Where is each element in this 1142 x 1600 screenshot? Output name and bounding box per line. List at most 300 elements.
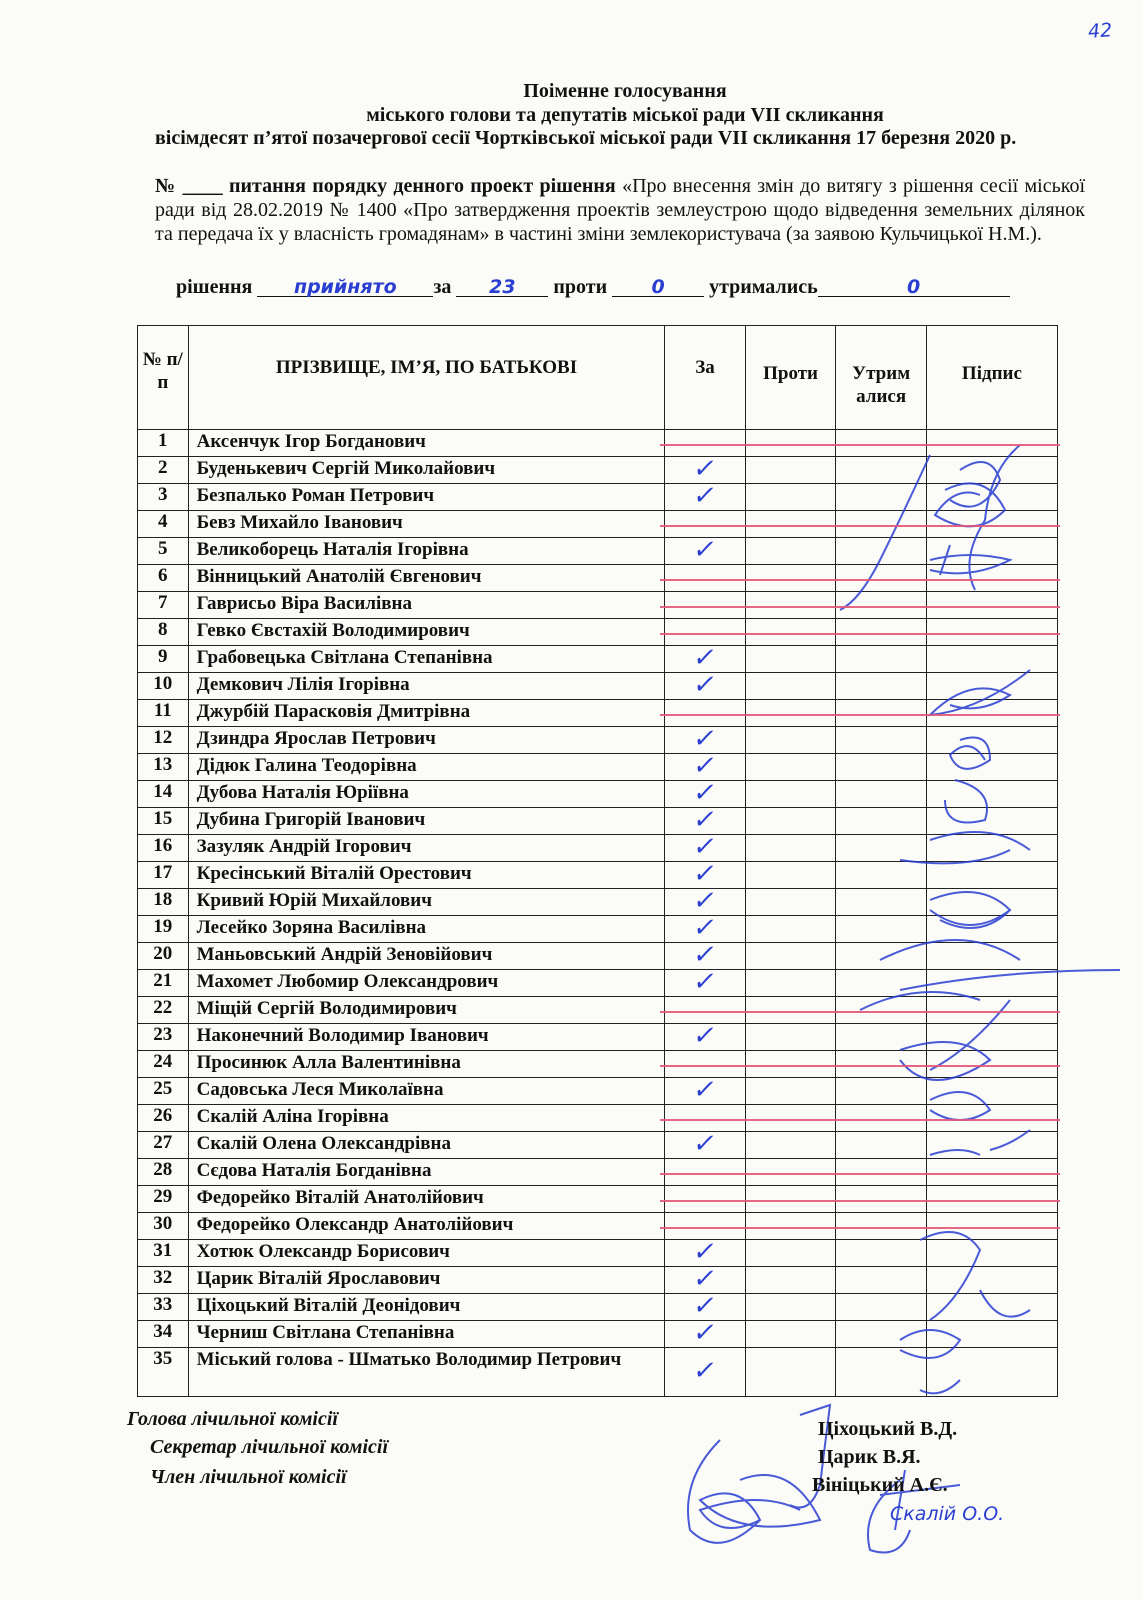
table-row xyxy=(138,1186,1058,1213)
vote-abstained-cell xyxy=(836,1159,926,1186)
row-number: 28 xyxy=(138,1159,189,1186)
checkmark-icon: ✓ xyxy=(690,1074,720,1105)
vote-abstained-cell xyxy=(836,592,926,619)
row-number: 30 xyxy=(138,1213,189,1240)
checkmark-icon: ✓ xyxy=(690,939,720,970)
table-row xyxy=(138,1078,1058,1105)
header-number: № п/п xyxy=(138,326,189,430)
row-name: Великоборець Наталія Ігорівна xyxy=(188,538,665,565)
vote-for-cell xyxy=(665,1128,745,1159)
document-title: Поіменне голосування xyxy=(523,80,727,102)
row-number: 33 xyxy=(138,1294,189,1321)
chair-label: Голова лічильної комісії xyxy=(127,1408,338,1430)
vote-abstained-cell xyxy=(836,457,926,484)
for-count: 23 xyxy=(489,276,516,298)
vote-against-cell xyxy=(745,457,836,484)
vote-against-cell xyxy=(745,592,836,619)
table-row xyxy=(138,457,1058,484)
signature-cell xyxy=(926,538,1057,565)
row-name: Дідюк Галина Теодорівна xyxy=(188,754,665,781)
vote-for-cell xyxy=(665,1074,745,1105)
table-row xyxy=(138,889,1058,916)
row-name: Демкович Лілія Ігорівна xyxy=(188,673,665,700)
row-number: 31 xyxy=(138,1240,189,1267)
row-name: Федорейко Олександр Анатолійович xyxy=(188,1213,665,1240)
vote-for-cell xyxy=(665,750,745,781)
vote-against-cell xyxy=(745,538,836,565)
signature-cell xyxy=(926,1294,1057,1321)
vote-against-cell xyxy=(745,646,836,673)
abstained-label: утримались xyxy=(709,276,818,298)
vote-for-cell xyxy=(665,1317,745,1348)
vote-abstained-cell xyxy=(836,943,926,970)
vote-for-cell xyxy=(665,700,745,727)
secretary-name: Царик В.Я. xyxy=(818,1446,921,1468)
signature-cell xyxy=(926,673,1057,700)
strike-line xyxy=(660,1011,1060,1013)
signature-cell xyxy=(926,1240,1057,1267)
vote-against-cell xyxy=(745,754,836,781)
row-name: Дзиндра Ярослав Петрович xyxy=(188,727,665,754)
signature-cell xyxy=(926,1267,1057,1294)
header-for: За xyxy=(665,326,745,430)
vote-against-cell xyxy=(745,1294,836,1321)
signature-scribble xyxy=(700,1500,800,1528)
signature-cell xyxy=(926,754,1057,781)
vote-abstained-cell xyxy=(836,754,926,781)
abstained-count: 0 xyxy=(907,276,921,298)
vote-for-cell xyxy=(665,1186,745,1213)
signature-cell xyxy=(926,1321,1057,1348)
row-name: Черниш Світлана Степанівна xyxy=(188,1321,665,1348)
strike-line xyxy=(660,525,1060,527)
vote-abstained-cell xyxy=(836,970,926,997)
checkmark-icon: ✓ xyxy=(690,1290,720,1321)
table-row xyxy=(138,1321,1058,1348)
row-name: Безпалько Роман Петрович xyxy=(188,484,665,511)
checkmark-icon: ✓ xyxy=(690,1317,720,1348)
table-row xyxy=(138,1240,1058,1267)
vote-abstained-cell xyxy=(836,781,926,808)
strike-line xyxy=(660,444,1060,446)
row-name: Міщій Сергій Володимирович xyxy=(188,997,665,1024)
vote-for-cell xyxy=(665,480,745,511)
signature-cell xyxy=(926,808,1057,835)
vote-abstained-cell xyxy=(836,1105,926,1132)
strike-line xyxy=(660,633,1060,635)
checkmark-icon: ✓ xyxy=(690,669,720,700)
signature-cell xyxy=(926,889,1057,916)
vote-against-cell xyxy=(745,1078,836,1105)
row-number: 27 xyxy=(138,1132,189,1159)
vote-against-cell xyxy=(745,808,836,835)
table-row xyxy=(138,1294,1058,1321)
vote-against-cell xyxy=(745,916,836,943)
vote-for-cell xyxy=(665,777,745,808)
vote-against-cell xyxy=(745,1348,836,1397)
table-row xyxy=(138,970,1058,997)
decision-label: рішення xyxy=(176,276,253,298)
checkmark-icon: ✓ xyxy=(690,1020,720,1051)
row-name: Джурбій Парасковія Дмитрівна xyxy=(188,700,665,727)
vote-for-cell xyxy=(665,804,745,835)
vote-abstained-cell xyxy=(836,727,926,754)
signature-cell xyxy=(926,970,1057,997)
table-row xyxy=(138,673,1058,700)
row-name: Кривий Юрій Михайлович xyxy=(188,889,665,916)
signature-cell xyxy=(926,511,1057,538)
table-row xyxy=(138,1024,1058,1051)
vote-abstained-cell xyxy=(836,1348,926,1397)
strike-line xyxy=(660,1173,1060,1175)
checkmark-icon: ✓ xyxy=(690,642,720,673)
row-name: Вінницький Анатолій Євгенович xyxy=(188,565,665,592)
against-label: проти xyxy=(553,276,608,298)
vote-abstained-cell xyxy=(836,1132,926,1159)
signature-cell xyxy=(926,835,1057,862)
signature-cell xyxy=(926,1105,1057,1132)
row-number: 2 xyxy=(138,457,189,484)
page-number: 42 xyxy=(1087,19,1113,43)
vote-for-cell xyxy=(665,1348,745,1397)
vote-abstained-cell xyxy=(836,997,926,1024)
signature-cell xyxy=(926,943,1057,970)
vote-against-cell xyxy=(745,619,836,646)
row-number: 20 xyxy=(138,943,189,970)
table-row xyxy=(138,1267,1058,1294)
row-number: 29 xyxy=(138,1186,189,1213)
strike-line xyxy=(660,606,1060,608)
row-number: 14 xyxy=(138,781,189,808)
table-row xyxy=(138,754,1058,781)
row-name: Маньовський Андрій Зеновійович xyxy=(188,943,665,970)
table-row xyxy=(138,1159,1058,1186)
table-row xyxy=(138,781,1058,808)
vote-abstained-cell xyxy=(836,511,926,538)
checkmark-icon: ✓ xyxy=(690,777,720,808)
table-row xyxy=(138,619,1058,646)
vote-result-line xyxy=(176,276,1010,299)
checkmark-icon: ✓ xyxy=(690,534,720,565)
row-number: 4 xyxy=(138,511,189,538)
agenda-item xyxy=(155,174,1085,246)
session-line: вісімдесят п’ятої позачергової сесії Чортківської міської ради VII скликання 17 березня 2020 р. xyxy=(155,127,1017,149)
table-row xyxy=(138,916,1058,943)
checkmark-icon: ✓ xyxy=(690,1236,720,1267)
table-row xyxy=(138,484,1058,511)
vote-abstained-cell xyxy=(836,619,926,646)
strike-line xyxy=(660,714,1060,716)
signature-cell xyxy=(926,646,1057,673)
vote-for-cell xyxy=(665,1213,745,1240)
row-number: 21 xyxy=(138,970,189,997)
vote-for-cell xyxy=(665,1263,745,1294)
checkmark-icon: ✓ xyxy=(690,966,720,997)
row-number: 7 xyxy=(138,592,189,619)
vote-for-cell xyxy=(665,723,745,754)
signature-cell xyxy=(926,1186,1057,1213)
vote-against-cell xyxy=(745,1213,836,1240)
row-number: 10 xyxy=(138,673,189,700)
vote-against-cell xyxy=(745,511,836,538)
vote-for-cell xyxy=(665,1236,745,1267)
signature-cell xyxy=(926,781,1057,808)
vote-against-cell xyxy=(745,835,836,862)
row-number: 11 xyxy=(138,700,189,727)
vote-for-cell xyxy=(665,642,745,673)
row-name: Аксенчук Ігор Богданович xyxy=(188,430,665,457)
vote-against-cell xyxy=(745,997,836,1024)
vote-abstained-cell xyxy=(836,1294,926,1321)
strike-line xyxy=(660,1227,1060,1229)
against-count: 0 xyxy=(651,276,665,298)
vote-for-cell xyxy=(665,966,745,997)
row-number: 8 xyxy=(138,619,189,646)
strike-line xyxy=(660,579,1060,581)
vote-for-cell xyxy=(665,1105,745,1132)
row-number: 25 xyxy=(138,1078,189,1105)
vote-against-cell xyxy=(745,727,836,754)
vote-against-cell xyxy=(745,700,836,727)
row-name: Кресінський Віталій Орестович xyxy=(188,862,665,889)
row-number: 5 xyxy=(138,538,189,565)
table-row xyxy=(138,835,1058,862)
row-number: 34 xyxy=(138,1321,189,1348)
vote-abstained-cell xyxy=(836,646,926,673)
row-name: Буденькевич Сергій Миколайович xyxy=(188,457,665,484)
vote-for-cell xyxy=(665,1020,745,1051)
for-label: за xyxy=(433,276,452,298)
table-header-row xyxy=(138,326,1058,430)
handwritten-note: Скалій О.О. xyxy=(890,1503,1005,1525)
checkmark-icon: ✓ xyxy=(690,1355,720,1386)
table-row xyxy=(138,511,1058,538)
signature-cell xyxy=(926,1132,1057,1159)
signature-scribble xyxy=(688,1440,820,1543)
vote-for-cell xyxy=(665,430,745,457)
vote-for-cell xyxy=(665,511,745,538)
vote-against-cell xyxy=(745,1159,836,1186)
row-name: Зазуляк Андрій Ігорович xyxy=(188,835,665,862)
vote-abstained-cell xyxy=(836,1240,926,1267)
vote-abstained-cell xyxy=(836,538,926,565)
table-row xyxy=(138,1213,1058,1240)
header-signature: Підпис xyxy=(926,326,1057,430)
vote-abstained-cell xyxy=(836,835,926,862)
chair-name: Ціхоцький В.Д. xyxy=(818,1418,958,1440)
vote-against-cell xyxy=(745,565,836,592)
header-name: ПРІЗВИЩЕ, ІМ’Я, ПО БАТЬКОВІ xyxy=(188,326,665,430)
vote-abstained-cell xyxy=(836,1051,926,1078)
row-number: 6 xyxy=(138,565,189,592)
vote-for-cell xyxy=(665,1159,745,1186)
member-name: Вініцький А.Є. xyxy=(812,1474,948,1496)
vote-for-cell xyxy=(665,1051,745,1078)
signature-cell xyxy=(926,1078,1057,1105)
row-name: Просинюк Алла Валентинівна xyxy=(188,1051,665,1078)
vote-abstained-cell xyxy=(836,862,926,889)
signature-cell xyxy=(926,484,1057,511)
row-name: Гевко Євстахій Володимирович xyxy=(188,619,665,646)
row-number: 16 xyxy=(138,835,189,862)
row-name: Хотюк Олександр Борисович xyxy=(188,1240,665,1267)
checkmark-icon: ✓ xyxy=(690,1128,720,1159)
vote-against-cell xyxy=(745,1132,836,1159)
secretary-label: Секретар лічильної комісії xyxy=(150,1436,389,1458)
row-name: Сєдова Наталія Богданівна xyxy=(188,1159,665,1186)
vote-abstained-cell xyxy=(836,700,926,727)
checkmark-icon: ✓ xyxy=(690,804,720,835)
row-number: 13 xyxy=(138,754,189,781)
row-number: 3 xyxy=(138,484,189,511)
table-row xyxy=(138,430,1058,457)
row-number: 17 xyxy=(138,862,189,889)
checkmark-icon: ✓ xyxy=(690,1263,720,1294)
vote-for-cell xyxy=(665,534,745,565)
table-row xyxy=(138,1132,1058,1159)
table-row xyxy=(138,538,1058,565)
table-row xyxy=(138,592,1058,619)
checkmark-icon: ✓ xyxy=(690,453,720,484)
signature-cell xyxy=(926,727,1057,754)
vote-against-cell xyxy=(745,781,836,808)
checkmark-icon: ✓ xyxy=(690,831,720,862)
row-name: Федорейко Віталій Анатолійович xyxy=(188,1186,665,1213)
row-name: Махомет Любомир Олександрович xyxy=(188,970,665,997)
vote-against-cell xyxy=(745,1240,836,1267)
signature-cell xyxy=(926,997,1057,1024)
vote-against-cell xyxy=(745,430,836,457)
strike-line xyxy=(660,1200,1060,1202)
row-number: 1 xyxy=(138,430,189,457)
row-number: 18 xyxy=(138,889,189,916)
checkmark-icon: ✓ xyxy=(690,858,720,889)
signature-cell xyxy=(926,862,1057,889)
checkmark-icon: ✓ xyxy=(690,723,720,754)
row-name: Міський голова - Шматько Володимир Петрович xyxy=(188,1348,665,1397)
row-name: Наконечний Володимир Іванович xyxy=(188,1024,665,1051)
vote-for-cell xyxy=(665,453,745,484)
table-row xyxy=(138,997,1058,1024)
vote-abstained-cell xyxy=(836,916,926,943)
signature-cell xyxy=(926,1213,1057,1240)
row-name: Гаврисьо Віра Василівна xyxy=(188,592,665,619)
vote-abstained-cell xyxy=(836,1024,926,1051)
vote-for-cell xyxy=(665,1290,745,1321)
signature-cell xyxy=(926,565,1057,592)
vote-against-cell xyxy=(745,673,836,700)
document-subtitle: міського голови та депутатів міської ради VII скликання xyxy=(366,104,884,126)
signature-cell xyxy=(926,700,1057,727)
row-number: 35 xyxy=(138,1348,189,1397)
vote-abstained-cell xyxy=(836,808,926,835)
vote-against-cell xyxy=(745,1051,836,1078)
vote-against-cell xyxy=(745,862,836,889)
row-number: 15 xyxy=(138,808,189,835)
row-number: 32 xyxy=(138,1267,189,1294)
signature-cell xyxy=(926,1159,1057,1186)
table-row xyxy=(138,1348,1058,1397)
row-name: Царик Віталій Ярославович xyxy=(188,1267,665,1294)
vote-for-cell xyxy=(665,565,745,592)
vote-abstained-cell xyxy=(836,565,926,592)
vote-against-cell xyxy=(745,1024,836,1051)
row-number: 19 xyxy=(138,916,189,943)
row-name: Дубина Григорій Іванович xyxy=(188,808,665,835)
vote-for-cell xyxy=(665,592,745,619)
vote-for-cell xyxy=(665,997,745,1024)
table-row xyxy=(138,700,1058,727)
vote-for-cell xyxy=(665,858,745,889)
checkmark-icon: ✓ xyxy=(690,750,720,781)
strike-line xyxy=(660,1119,1060,1121)
signature-cell xyxy=(926,916,1057,943)
table-row xyxy=(138,1105,1058,1132)
row-name: Грабовецька Світлана Степанівна xyxy=(188,646,665,673)
checkmark-icon: ✓ xyxy=(690,912,720,943)
row-number: 26 xyxy=(138,1105,189,1132)
table-row xyxy=(138,808,1058,835)
row-number: 12 xyxy=(138,727,189,754)
signature-cell xyxy=(926,592,1057,619)
signature-cell xyxy=(926,430,1057,457)
vote-abstained-cell xyxy=(836,1186,926,1213)
signature-cell xyxy=(926,1024,1057,1051)
agenda-number: № ____ питання порядку денного проект рішення xyxy=(155,175,616,197)
vote-for-cell xyxy=(665,885,745,916)
vote-abstained-cell xyxy=(836,484,926,511)
row-name: Бевз Михайло Іванович xyxy=(188,511,665,538)
vote-abstained-cell xyxy=(836,1267,926,1294)
member-label: Член лічильної комісії xyxy=(150,1466,347,1488)
row-name: Лесейко Зоряна Василівна xyxy=(188,916,665,943)
vote-abstained-cell xyxy=(836,673,926,700)
vote-against-cell xyxy=(745,1186,836,1213)
vote-against-cell xyxy=(745,1105,836,1132)
row-name: Ціхоцький Віталій Деонідович xyxy=(188,1294,665,1321)
signature-cell xyxy=(926,619,1057,646)
signature-cell xyxy=(926,1348,1057,1397)
vote-abstained-cell xyxy=(836,889,926,916)
header-abstained: Утрималися xyxy=(836,326,926,430)
vote-abstained-cell xyxy=(836,1078,926,1105)
table-row xyxy=(138,862,1058,889)
table-row xyxy=(138,1051,1058,1078)
vote-against-cell xyxy=(745,1267,836,1294)
row-number: 22 xyxy=(138,997,189,1024)
table-row xyxy=(138,646,1058,673)
signature-cell xyxy=(926,1051,1057,1078)
vote-for-cell xyxy=(665,619,745,646)
vote-against-cell xyxy=(745,1321,836,1348)
vote-for-cell xyxy=(665,912,745,943)
vote-against-cell xyxy=(745,970,836,997)
checkmark-icon: ✓ xyxy=(690,480,720,511)
vote-against-cell xyxy=(745,484,836,511)
vote-against-cell xyxy=(745,889,836,916)
table-row xyxy=(138,943,1058,970)
vote-for-cell xyxy=(665,939,745,970)
row-number: 24 xyxy=(138,1051,189,1078)
strike-line xyxy=(660,1065,1060,1067)
decision-value: прийнято xyxy=(293,276,397,298)
vote-abstained-cell xyxy=(836,1321,926,1348)
row-name: Скалій Олена Олександрівна xyxy=(188,1132,665,1159)
vote-abstained-cell xyxy=(836,430,926,457)
header-against: Проти xyxy=(745,326,836,430)
vote-for-cell xyxy=(665,831,745,862)
vote-for-cell xyxy=(665,669,745,700)
